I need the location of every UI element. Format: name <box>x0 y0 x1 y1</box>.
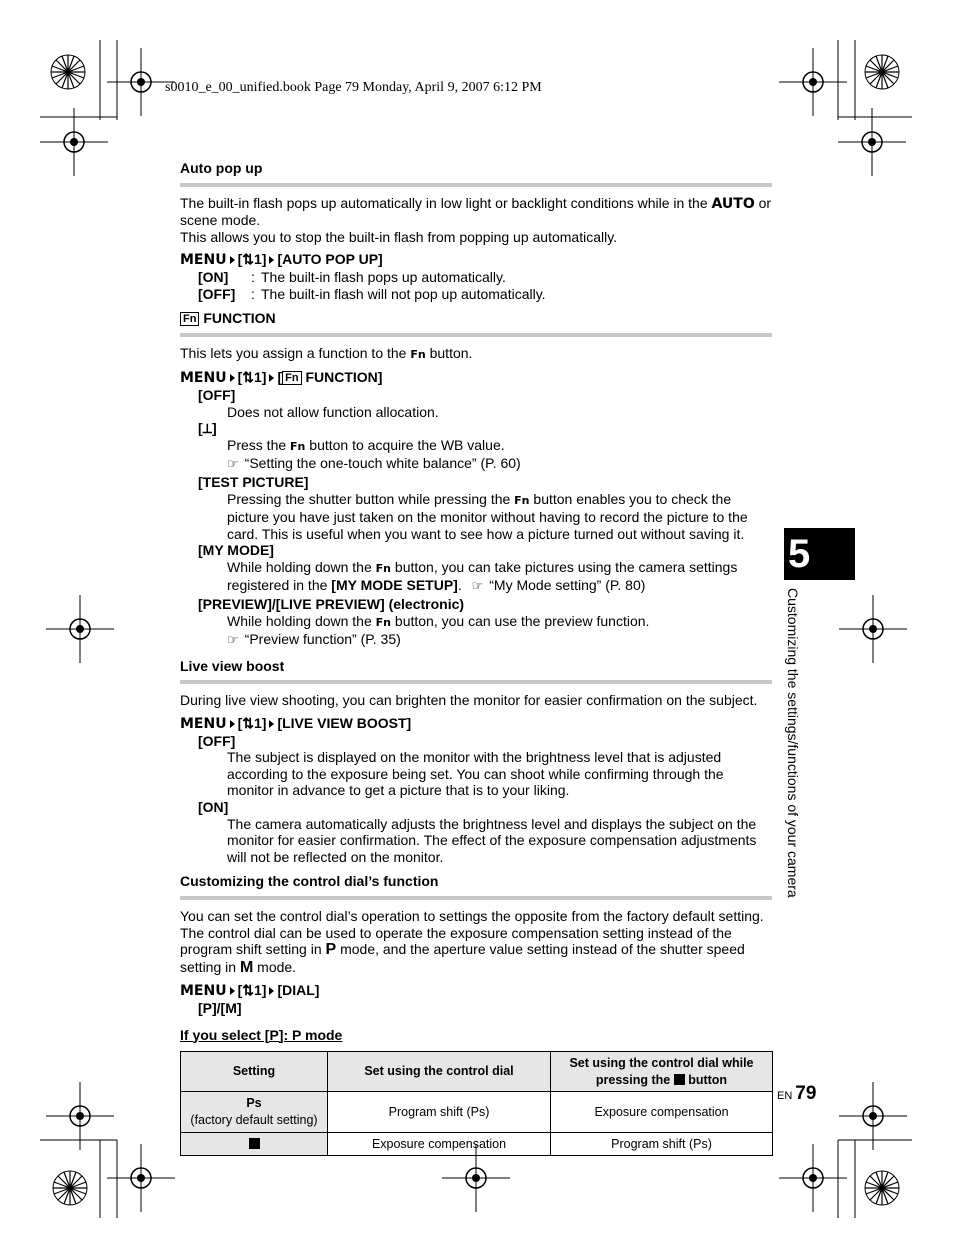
setting-name: Ps <box>246 1096 262 1111</box>
option-desc <box>227 613 772 632</box>
table-cell: Exposure compensation <box>328 1132 551 1156</box>
menu-tab: [⇅1] <box>237 982 267 999</box>
option-desc <box>227 559 772 596</box>
option-desc <box>227 437 772 456</box>
text: mode, and the aperture value setting instead of the shutter speed setting in <box>180 941 745 975</box>
fn-icon: Fn <box>282 371 301 385</box>
arrow-right-icon <box>230 987 235 995</box>
paragraph <box>180 195 772 229</box>
auto-mode-label: AUTO <box>711 195 755 212</box>
title-text: FUNCTION <box>203 310 276 327</box>
option-desc <box>227 491 772 543</box>
reference-icon: ☞ <box>471 579 484 595</box>
option-key: [PREVIEW]/[LIVE PREVIEW] (electronic) <box>198 596 465 613</box>
table-row <box>181 1132 773 1156</box>
text: This lets you assign a function to the <box>180 344 407 361</box>
option-key: [⟂] <box>198 420 217 437</box>
table-header: Set using the control dial <box>328 1052 551 1092</box>
menu-path <box>180 251 772 269</box>
text: Set using the control dial while pressing the <box>569 1056 754 1087</box>
arrow-right-icon <box>230 374 235 382</box>
m-mode-icon: M <box>239 958 254 976</box>
menu-path <box>180 369 772 387</box>
option-key: [OFF] <box>198 732 236 749</box>
menu-tab: [⇅1] <box>237 369 267 386</box>
table-cell: Exposure compensation <box>551 1092 773 1132</box>
option-key: [P]/[M] <box>198 999 242 1016</box>
option-desc: The subject is displayed on the monitor with the brightness level that is adjusted according to the exposure being set. You can shoot while confirming through the monitor in advance to get a picture that is to your liking. <box>227 749 724 799</box>
menu-label: MENU <box>180 716 227 733</box>
text: button enables you to check the picture you have just taken on the monitor without having to record the picture to the card. This is useful when you want to see how a picture turned out without saving it. <box>227 490 748 542</box>
option-colon: : <box>251 285 255 302</box>
option-desc: The camera automatically adjusts the brightness level and displays the subject on the monitor for easier confirmation. The effect of the exposure compensation adjustments will not be reflected on the monitor. <box>227 815 757 865</box>
arrow-right-icon <box>269 987 274 995</box>
table-header: Setting <box>181 1052 328 1092</box>
section-title: Auto pop up <box>180 160 263 176</box>
reference <box>227 455 772 474</box>
fn-button-label: Fn <box>410 347 426 361</box>
table-cell: Program shift (Ps) <box>551 1132 773 1156</box>
settings-table <box>180 1051 773 1156</box>
text: The built-in flash pops up automatically in low light or backlight conditions while in the <box>180 194 708 211</box>
section-title <box>180 310 772 327</box>
text: While holding down the <box>227 558 372 575</box>
menu-path <box>180 982 772 1000</box>
reference-text: “Preview function” (P. 35) <box>244 631 401 648</box>
text: While holding down the <box>227 612 372 629</box>
text: mode. <box>257 958 297 975</box>
fn-button-label: Fn <box>375 561 392 575</box>
option-key: [OFF] <box>198 285 236 302</box>
section-live-view-boost <box>180 658 772 866</box>
menu-label: MENU <box>180 370 227 387</box>
section-rule <box>180 680 772 684</box>
menu-item: [AUTO POP UP] <box>277 251 383 268</box>
section-control-dial <box>180 873 772 1156</box>
paragraph <box>180 345 772 364</box>
paragraph: During live view shooting, you can brighten the monitor for easier confirmation on the subject. <box>180 692 758 709</box>
arrow-right-icon <box>230 720 235 728</box>
text: Pressing the shutter button while pressing the <box>227 490 511 507</box>
page-content <box>180 160 772 1156</box>
reference-text: “Setting the one-touch white balance” (P. 60) <box>244 455 521 472</box>
section-title: Live view boost <box>180 657 285 674</box>
bold-text: [MY MODE SETUP] <box>331 577 458 594</box>
menu-path <box>180 715 772 733</box>
text: Press the <box>227 436 287 453</box>
option-desc: Does not allow function allocation. <box>227 403 439 420</box>
section-title: Customizing the control dial’s function <box>180 873 439 890</box>
option-key: [MY MODE] <box>198 542 274 559</box>
setting-note: (factory default setting) <box>190 1112 318 1127</box>
menu-tab: [⇅1] <box>237 251 267 268</box>
reference-icon: ☞ <box>227 457 239 473</box>
fn-icon: Fn <box>180 312 199 326</box>
subheading: If you select [P]: P mode <box>180 1026 343 1043</box>
option-key: [ON] <box>198 268 229 285</box>
menu-tab: [⇅1] <box>237 715 267 732</box>
menu-label: MENU <box>180 983 227 1000</box>
paragraph <box>180 908 772 976</box>
page-number-value: 79 <box>795 1083 817 1104</box>
section-rule <box>180 896 772 900</box>
text: button <box>688 1072 728 1087</box>
text: button, you can take pictures using the camera settings registered in the <box>227 558 738 594</box>
table-cell: Program shift (Ps) <box>328 1092 551 1132</box>
table-row <box>181 1092 773 1132</box>
fn-button-label: Fn <box>514 493 530 507</box>
fn-button-label: Fn <box>290 439 306 453</box>
text: button, you can use the preview function. <box>394 612 650 629</box>
reference-icon: ☞ <box>227 633 239 649</box>
file-header: s0010_e_00_unified.book Page 79 Monday, April 9, 2007 6:12 PM <box>165 80 542 95</box>
option-key: [TEST PICTURE] <box>198 473 309 490</box>
table-cell <box>181 1092 328 1132</box>
table-header-row <box>181 1052 773 1092</box>
chapter-tab: 5 <box>784 528 855 580</box>
table-header <box>551 1052 773 1092</box>
text: or scene mode. <box>180 194 772 229</box>
arrow-right-icon <box>269 720 274 728</box>
text: . <box>457 577 462 594</box>
section-rule <box>180 333 772 337</box>
text: You can set the control dial’s operation to settings the opposite from the factory default setting. The control dial can be used to operate the exposure compensation setting instead of the program shift setting in <box>180 907 764 958</box>
option-desc: The built-in flash will not pop up automatically. <box>261 285 546 302</box>
arrow-right-icon <box>230 256 235 264</box>
text: button to acquire the WB value. <box>309 436 505 453</box>
arrow-right-icon <box>269 256 274 264</box>
menu-label: MENU <box>180 252 227 269</box>
exposure-compensation-icon <box>249 1138 260 1149</box>
fn-button-label: Fn <box>375 615 392 629</box>
option-colon: : <box>251 268 255 285</box>
page-number <box>777 1083 816 1105</box>
exposure-compensation-icon <box>674 1074 685 1085</box>
option-desc: The built-in flash pops up automatically. <box>261 268 506 285</box>
section-auto-pop-up <box>180 160 772 302</box>
menu-item: [DIAL] <box>277 982 320 999</box>
menu-item: [LIVE VIEW BOOST] <box>277 715 412 732</box>
text: [ <box>277 369 283 386</box>
p-mode-icon: P <box>325 941 337 959</box>
section-fn-function <box>180 310 772 650</box>
text: button. <box>429 344 473 361</box>
chapter-title: Customizing the settings/functions of your camera <box>785 588 801 898</box>
arrow-right-icon <box>269 374 274 382</box>
option-key: [OFF] <box>198 386 236 403</box>
reference-text: “My Mode setting” (P. 80) <box>489 577 646 594</box>
reference <box>227 631 772 650</box>
menu-item: FUNCTION] <box>305 369 383 386</box>
option-row <box>198 286 772 303</box>
section-rule <box>180 183 772 187</box>
paragraph: This allows you to stop the built-in flash from popping up automatically. <box>180 228 618 245</box>
option-key: [ON] <box>198 799 229 815</box>
option-row <box>198 269 772 286</box>
language-code: EN <box>777 1090 793 1102</box>
table-cell <box>181 1132 328 1156</box>
